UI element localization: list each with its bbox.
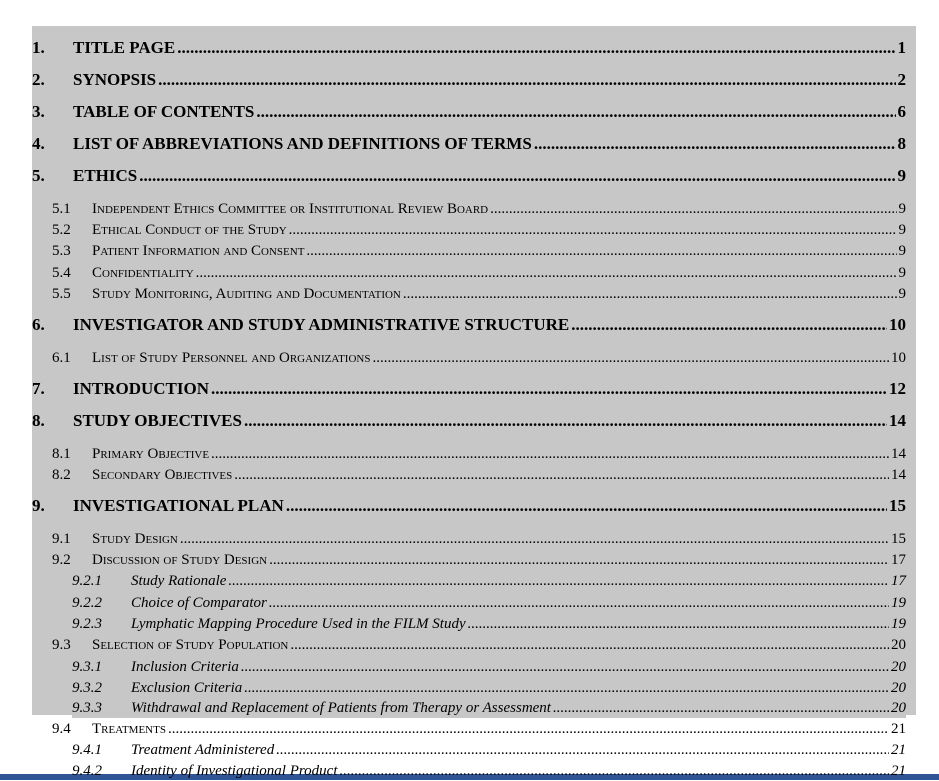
toc-entry[interactable] [52,444,906,464]
toc-entry-title: Treatments [92,721,166,737]
toc-dot-leader [234,465,889,485]
toc-entry-number: 9.3.3 [72,700,102,716]
toc-dot-leader [211,444,889,464]
toc-entry-title: Secondary Objectives [92,467,233,483]
toc-entry[interactable] [52,220,906,240]
toc-entry-page: 19 [891,595,906,611]
toc-entry[interactable] [52,284,906,304]
toc-entry-page: 9 [898,222,906,238]
toc-entry[interactable] [52,635,906,655]
toc-entry-page: 9 [898,201,906,217]
toc-dot-leader [269,550,889,570]
toc-entry-title: Treatment Administered [131,742,275,758]
toc-entry-title: TABLE OF CONTENTS [73,102,255,121]
toc-entry-page: 8 [897,134,906,153]
toc-entry-title: Study Monitoring, Auditing and Documentation [92,286,401,302]
toc-entry-title: INTRODUCTION [73,379,210,398]
toc-entry-number: 8.2 [52,467,71,483]
toc-entry[interactable] [32,69,906,91]
toc-entry-number: 9. [32,496,45,515]
toc-entry-number: 2. [32,70,45,89]
toc-entry-page: 1 [897,38,906,57]
toc-entry-number: 9.1 [52,531,71,547]
toc-entry-number: 9.2 [52,552,71,568]
toc-entry[interactable] [72,614,906,634]
toc-entry-number: 5.4 [52,265,71,281]
toc-dot-leader [244,678,889,698]
toc-entry-number: 7. [32,379,45,398]
toc-entry[interactable] [72,657,906,677]
toc-entry-number: 6.1 [52,350,71,366]
toc-dot-leader [139,165,895,187]
toc-entry-page: 19 [891,616,906,632]
toc-entry-page: 14 [889,411,906,430]
toc-dot-leader [256,101,895,123]
toc-entry[interactable] [72,571,906,591]
toc-dot-leader [228,571,889,591]
toc-entry-number: 5.1 [52,201,71,217]
toc-entry-title: INVESTIGATOR AND STUDY ADMINISTRATIVE STRUCTURE [73,315,570,334]
toc-dot-leader [177,37,895,59]
toc-dot-leader [244,410,887,432]
toc-dot-leader [180,529,889,549]
toc-entry-title: Identity of Investigational Product [131,763,338,779]
toc-entry[interactable] [52,529,906,549]
toc-entry[interactable] [32,314,906,336]
toc-entry-title: Choice of Comparator [131,595,267,611]
toc-entry[interactable] [32,101,906,123]
toc-entry[interactable] [72,740,906,760]
toc-entry[interactable] [32,37,906,59]
toc-entry-page: 20 [891,659,906,675]
toc-entry-page: 20 [891,680,906,696]
toc-dot-leader [276,740,889,760]
toc-entry-number: 5.5 [52,286,71,302]
toc-entry[interactable] [72,761,906,781]
toc-entry-number: 8.1 [52,446,71,462]
toc-dot-leader [372,348,889,368]
toc-entry-title: Confidentiality [92,265,194,281]
toc-entry-page: 20 [891,637,906,653]
toc-entry-title: Ethical Conduct of the Study [92,222,287,238]
toc-entry-page: 14 [891,467,906,483]
toc-entry-page: 15 [891,531,906,547]
toc-entry[interactable] [32,495,906,517]
toc-entry-number: 9.2.2 [72,595,102,611]
toc-entry[interactable] [72,678,906,698]
toc-entry-title: Independent Ethics Committee or Institutional Review Board [92,201,489,217]
toc-dot-leader [553,698,889,718]
toc-entry-page: 20 [891,700,906,716]
toc-entry-page: 17 [891,573,906,589]
toc-entry[interactable] [52,241,906,261]
toc-entry-title: Exclusion Criteria [131,680,243,696]
toc-entry-number: 5. [32,166,45,185]
toc-dot-leader [306,241,896,261]
toc-entry[interactable] [52,199,906,219]
toc-entry-number: 9.2.3 [72,616,102,632]
toc-entry-title: STUDY OBJECTIVES [73,411,242,430]
toc-dot-leader [571,314,887,336]
toc-entry-page: 15 [889,496,906,515]
toc-entry-number: 5.3 [52,243,71,259]
toc-entry[interactable] [52,719,906,739]
toc-entry-title: INVESTIGATIONAL PLAN [73,496,284,515]
toc-entry-page: 9 [898,265,906,281]
toc-entry-title: TITLE PAGE [73,38,176,57]
toc-entry-page: 9 [897,166,906,185]
toc-entry-page: 6 [897,102,906,121]
toc-dot-leader [403,284,897,304]
toc-entry-number: 9.4 [52,721,71,737]
toc-entry-title: List of Study Personnel and Organizations [92,350,371,366]
toc-entry[interactable] [72,698,906,718]
toc-dot-leader [468,614,889,634]
toc-entry[interactable] [32,378,906,400]
toc-entry-page: 14 [891,446,906,462]
toc-entry-number: 9.4.2 [72,763,102,779]
toc-entry-title: Primary Objective [92,446,210,462]
toc-entry-number: 9.3.2 [72,680,102,696]
toc-dot-leader [339,761,889,781]
toc-dot-leader [286,495,887,517]
toc-entry-number: 9.3.1 [72,659,102,675]
toc-entry-page: 17 [891,552,906,568]
toc-entry-number: 4. [32,134,45,153]
toc-entry[interactable] [52,348,906,368]
toc-entry-number: 3. [32,102,45,121]
toc-entry-title: ETHICS [73,166,138,185]
toc-entry-title: Patient Information and Consent [92,243,305,259]
toc-dot-leader [158,69,895,91]
toc-entry-page: 21 [891,721,906,737]
toc-entry-page: 9 [898,243,906,259]
toc-entry[interactable] [72,593,906,613]
toc-entry-title: SYNOPSIS [73,70,157,89]
toc-dot-leader [196,263,897,283]
toc-entry-page: 2 [897,70,906,89]
toc-entry-title: Selection of Study Population [92,637,289,653]
toc-entry-page: 21 [891,742,906,758]
toc-entry[interactable] [32,410,906,432]
toc-dot-leader [269,593,889,613]
toc-dot-leader [490,199,896,219]
toc-entry[interactable] [52,263,906,283]
toc-entry[interactable] [52,550,906,570]
toc-entry[interactable] [32,133,906,155]
toc-entry[interactable] [32,165,906,187]
toc-entry-page: 21 [891,763,906,779]
toc-entry-page: 10 [891,350,906,366]
toc-dot-leader [534,133,896,155]
toc-entry-page: 10 [889,315,906,334]
toc-entry-number: 8. [32,411,45,430]
toc-entry-number: 5.2 [52,222,71,238]
toc-entry-title: Withdrawal and Replacement of Patients from Therapy or Assessment [131,700,551,716]
toc-entry-title: Study Design [92,531,178,547]
toc-entry-title: Study Rationale [131,573,227,589]
toc-entry-title: LIST OF ABBREVIATIONS AND DEFINITIONS OF TERMS [73,134,532,153]
toc-entry-title: Discussion of Study Design [92,552,268,568]
toc-dot-leader [168,719,889,739]
toc-dot-leader [211,378,887,400]
toc-entry-page: 12 [889,379,906,398]
toc-entry-title: Inclusion Criteria [131,659,239,675]
toc-entry-number: 1. [32,38,45,57]
toc-entry[interactable] [52,465,906,485]
toc-dot-leader [289,220,897,240]
toc-dot-leader [241,657,889,677]
toc-entry-number: 9.2.1 [72,573,102,589]
toc-entry-number: 9.3 [52,637,71,653]
toc-entry-number: 9.4.1 [72,742,102,758]
toc-entry-number: 6. [32,315,45,334]
toc-entry-page: 9 [898,286,906,302]
toc-dot-leader [290,635,889,655]
toc-entry-title: Lymphatic Mapping Procedure Used in the FILM Study [131,616,466,632]
